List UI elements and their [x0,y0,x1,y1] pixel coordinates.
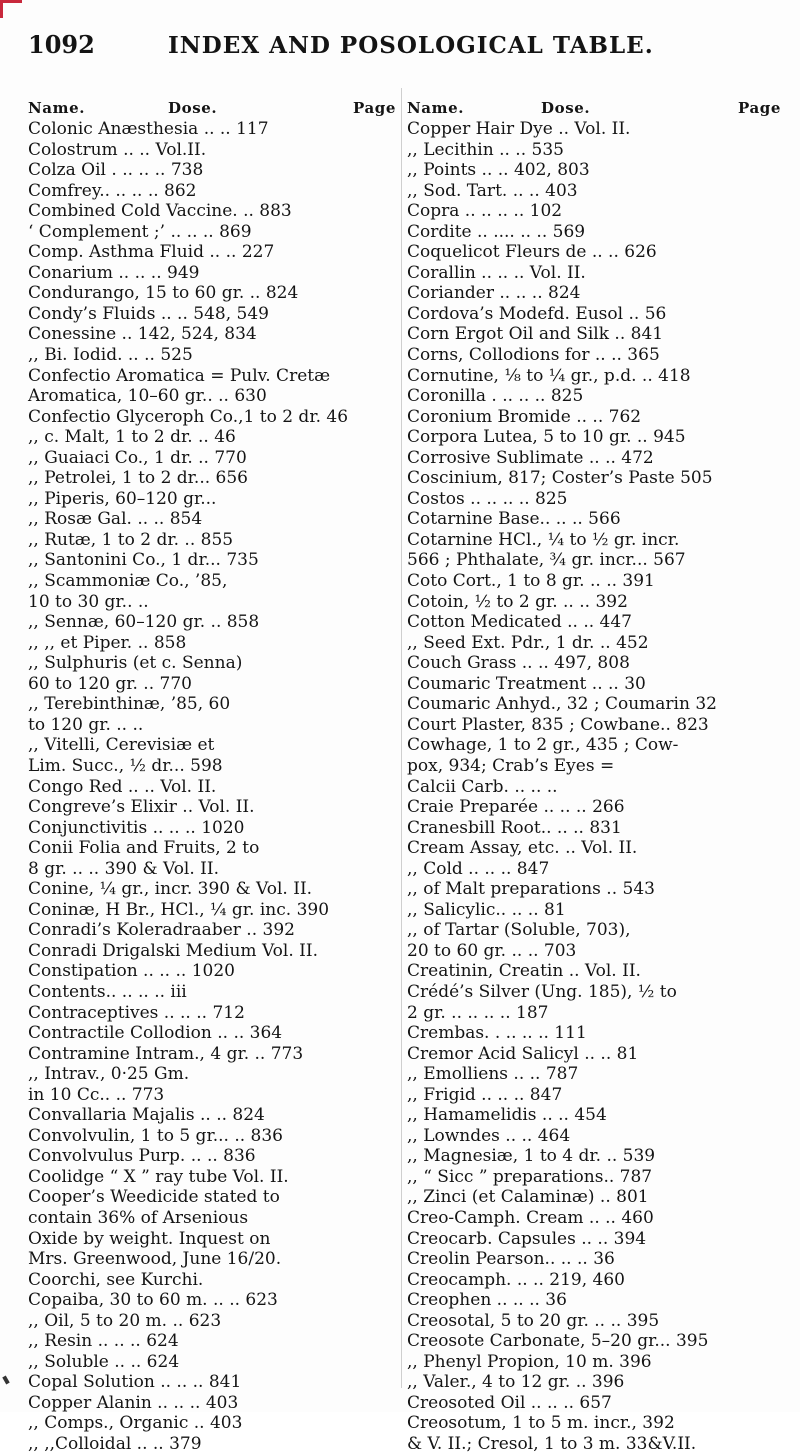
index-entry: Conarium .. .. .. 949 [28,262,200,283]
index-entry: 10 to 30 gr.. .. [28,591,149,612]
index-entry: Congreve’s Elixir .. Vol. II. [28,797,255,818]
index-entry: ,, Seed Ext. Pdr., 1 dr. .. 452 [407,632,649,653]
index-entry: Convallaria Majalis .. .. 824 [28,1105,265,1126]
index-entry: ,, Valer., 4 to 12 gr. .. 396 [407,1372,625,1393]
index-entry: Copal Solution .. .. .. 841 [28,1372,242,1393]
index-entry: ,, Zinci (et Calaminæ) .. 801 [407,1187,649,1208]
index-entry: 2 gr. .. .. .. .. 187 [407,1002,549,1023]
index-entry: Convolvulin, 1 to 5 gr... .. 836 [28,1125,283,1146]
index-entry: Cotarnine Base.. .. .. 566 [407,509,621,530]
running-head: INDEX AND POSOLOGICAL TABLE. [168,32,654,59]
index-entry: 8 gr. .. .. 390 & Vol. II. [28,858,220,879]
index-entry: Cream Assay, etc. .. Vol. II. [407,838,638,859]
index-entry: ,, Emolliens .. .. 787 [407,1064,579,1085]
index-entry: Creatinin, Creatin .. Vol. II. [407,961,641,982]
index-entry: Confectio Glyceroph Co.,1 to 2 dr. 46 [28,406,349,427]
index-entry: Creocamph. .. .. 219, 460 [407,1269,625,1290]
name-header: Name. [407,99,465,117]
index-entry: Combined Cold Vaccine. .. 883 [28,201,292,222]
index-entry: Colza Oil . .. .. .. 738 [28,160,204,181]
index-entry: Cremor Acid Salicyl .. .. 81 [407,1043,639,1064]
index-entry: Conessine .. 142, 524, 834 [28,324,257,345]
index-entry: Cotarnine HCl., ¼ to ½ gr. incr. [407,529,680,550]
index-entry: Coronium Bromide .. .. 762 [407,406,642,427]
index-entry: Aromatica, 10–60 gr.. .. 630 [28,386,267,407]
index-entry: Creosoted Oil .. .. .. 657 [407,1392,612,1413]
index-entry: ,, Soluble .. .. 624 [28,1351,180,1372]
index-entry: ,, Sod. Tart. .. .. 403 [407,180,578,201]
index-entry: Cordova’s Modefd. Eusol .. 56 [407,303,667,324]
index-entry: Creo-Camph. Cream .. .. 460 [407,1207,654,1228]
index-entry: Creolin Pearson.. .. .. 36 [407,1249,615,1270]
index-entry: ,, Scammoniæ Co., ’85, [28,571,228,592]
right-entries [407,119,781,1455]
index-entry: ,, ,,Colloidal .. .. 379 [28,1434,202,1454]
page-number: 1092 [28,30,95,59]
index-entry: ,, Piperis, 60–120 gr... [28,488,217,509]
index-entry: contain 36% of Arsenious [28,1207,249,1228]
index-entry: Copaiba, 30 to 60 m. .. .. 623 [28,1290,278,1311]
index-entry: Court Plaster, 835 ; Cowbane.. 823 [407,714,709,735]
page-header: Page [737,99,781,117]
index-entry: ,, Points .. .. 402, 803 [407,160,590,181]
index-entry: ,, Oil, 5 to 20 m. .. 623 [28,1310,222,1331]
index-entry: Coninæ, H Br., HCl., ¼ gr. inc. 390 [28,899,330,920]
index-entry: ,, Resin .. .. .. 624 [28,1331,179,1352]
index-entry: Constipation .. .. .. 1020 [28,961,235,982]
index-entry: 20 to 60 gr. .. .. 703 [407,940,577,961]
index-entry: Contents.. .. .. .. iii [28,981,187,1002]
index-entry: Coumaric Treatment .. .. 30 [407,673,646,694]
name-header: Name. [28,99,86,117]
index-entry: Confectio Aromatica = Pulv. Cretæ [28,365,331,386]
index-entry: Couch Grass .. .. 497, 808 [407,653,630,674]
index-entry: Calcii Carb. .. .. .. [407,776,558,797]
index-entry: Copper Alanin .. .. .. 403 [28,1392,239,1413]
index-entry: ,, Bi. Iodid. .. .. 525 [28,345,193,366]
index-entry: Mrs. Greenwood, June 16/20. [28,1249,282,1270]
index-entry: Conjunctivitis .. .. .. 1020 [28,817,245,838]
index-entry: Corrosive Sublimate .. .. 472 [407,447,654,468]
index-entry: Conradi’s Koleradraaber .. 392 [28,920,295,941]
left-column-header [28,98,396,119]
index-entry: Comfrey.. .. .. .. 862 [28,180,197,201]
left-column [28,98,396,1455]
index-entry: Comp. Asthma Fluid .. .. 227 [28,242,275,263]
index-entry: Coronilla . .. .. .. 825 [407,386,584,407]
index-entry: to 120 gr. .. .. [28,714,144,735]
index-entry: Conine, ¼ gr., incr. 390 & Vol. II. [28,879,313,900]
index-entry: ,, Sennæ, 60–120 gr. .. 858 [28,612,260,633]
index-entry: Colostrum .. .. Vol.II. [28,139,207,160]
index-entry: Craie Preparée .. .. .. 266 [407,797,625,818]
index-entry: Creocarb. Capsules .. .. 394 [407,1228,647,1249]
index-entry: Corpora Lutea, 5 to 10 gr. .. 945 [407,427,686,448]
index-entry: ,, Lowndes .. .. 464 [407,1125,571,1146]
index-entry: Cowhage, 1 to 2 gr., 435 ; Cow- [407,735,679,756]
index-entry: Coumaric Anhyd., 32 ; Coumarin 32 [407,694,717,715]
margin-mark [2,1376,9,1385]
column-divider [401,88,402,1388]
index-entry: ,, Rutæ, 1 to 2 dr. .. 855 [28,529,234,550]
index-entry: Condurango, 15 to 60 gr. .. 824 [28,283,299,304]
index-entry: Creosote Carbonate, 5–20 gr... 395 [407,1331,709,1352]
index-entry: Cotoin, ½ to 2 gr. .. .. 392 [407,591,628,612]
index-entry: Crédé’s Silver (Ung. 185), ½ to [407,981,677,1002]
index-entry: Costos .. .. .. .. 825 [407,488,568,509]
index-entry: ,, Frigid .. .. .. 847 [407,1084,563,1105]
index-entry: Conradi Drigalski Medium Vol. II. [28,940,318,961]
index-entry: Coto Cort., 1 to 8 gr. .. .. 391 [407,571,655,592]
index-entry: Coscinium, 817; Coster’s Paste 505 [407,468,713,489]
index-entry: ,, Santonini Co., 1 dr... 735 [28,550,259,571]
index-entry: Coquelicot Fleurs de .. .. 626 [407,242,657,263]
index-entry: ,, of Tartar (Soluble, 703), [407,920,631,941]
index-entry: ,, ,, et Piper. .. 858 [28,632,187,653]
index-entry: Contractile Collodion .. .. 364 [28,1023,283,1044]
right-column-header [407,98,781,119]
index-entry: Copra .. .. .. .. 102 [407,201,563,222]
index-entry: Coolidge “ X ” ray tube Vol. II. [28,1166,289,1187]
index-entry: & V. II.; Cresol, 1 to 3 m. 33&V.II. [407,1434,697,1454]
index-entry: pox, 934; Crab’s Eyes = [407,755,615,776]
index-entry: Contraceptives .. .. .. 712 [28,1002,245,1023]
index-entry: ‘ Complement ;’ .. .. .. 869 [28,221,252,242]
index-entry: 566 ; Phthalate, ¾ gr. incr... 567 [407,550,686,571]
index-entry: Corallin .. .. .. Vol. II. [407,262,586,283]
index-entry: ,, Salicylic.. .. .. 81 [407,899,566,920]
index-entry: Coriander .. .. .. 824 [407,283,581,304]
index-entry: ,, Hamamelidis .. .. 454 [407,1105,607,1126]
index-entry: Conii Folia and Fruits, 2 to [28,838,260,859]
index-entry: Cornutine, ⅛ to ¼ gr., p.d. .. 418 [407,365,691,386]
index-entry: Contramine Intram., 4 gr. .. 773 [28,1043,304,1064]
dose-header: Dose. [168,99,218,117]
index-entry: Crembas. . .. .. .. 111 [407,1023,587,1044]
index-entry: ,, Intrav., 0·25 Gm. [28,1064,190,1085]
index-entry: ,, Sulphuris (et c. Senna) [28,653,243,674]
index-entry: ,, Lecithin .. .. 535 [407,139,564,160]
index-entry: Cooper’s Weedicide stated to [28,1187,280,1208]
index-entry: ,, of Malt preparations .. 543 [407,879,655,900]
index-entry: Colonic Anæsthesia .. .. 117 [28,119,269,139]
index-entry: Congo Red .. .. Vol. II. [28,776,217,797]
index-entry: ,, Magnesiæ, 1 to 4 dr. .. 539 [407,1146,656,1167]
index-entry: 60 to 120 gr. .. 770 [28,673,192,694]
index-entry: Creosotal, 5 to 20 gr. .. .. 395 [407,1310,660,1331]
corner-mark [0,0,22,18]
left-entries [28,119,396,1455]
index-entry: Cotton Medicated .. .. 447 [407,612,632,633]
index-entry: Oxide by weight. Inquest on [28,1228,271,1249]
index-entry: ,, Cold .. .. .. 847 [407,858,550,879]
index-entry: Corn Ergot Oil and Silk .. 841 [407,324,664,345]
index-entry: Coorchi, see Kurchi. [28,1269,204,1290]
index-entry: ,, Rosæ Gal. .. .. 854 [28,509,203,530]
right-column [407,98,781,1455]
dose-header: Dose. [541,99,591,117]
index-entry: ,, Comps., Organic .. 403 [28,1413,243,1434]
index-entry: Corns, Collodions for .. .. 365 [407,345,660,366]
index-entry: ,, Guaiaci Co., 1 dr. .. 770 [28,447,247,468]
index-entry: ,, Terebinthinæ, ’85, 60 [28,694,231,715]
index-entry: ,, c. Malt, 1 to 2 dr. .. 46 [28,427,236,448]
index-entry: Condy’s Fluids .. .. 548, 549 [28,303,269,324]
index-entry: ,, “ Sicc ” preparations.. 787 [407,1166,653,1187]
index-entry: ,, Phenyl Propion, 10 m. 396 [407,1351,652,1372]
page-header: Page [352,99,396,117]
index-entry: Lim. Succ., ½ dr... 598 [28,755,223,776]
index-entry: ,, Vitelli, Cerevisiæ et [28,735,215,756]
index-entry: Creosotum, 1 to 5 m. incr., 392 [407,1413,675,1434]
index-entry: ,, Petrolei, 1 to 2 dr... 656 [28,468,248,489]
index-entry: Cordite .. .... .. .. 569 [407,221,586,242]
index-entry: Creophen .. .. .. 36 [407,1290,567,1311]
index-entry: Cranesbill Root.. .. .. 831 [407,817,622,838]
index-entry: in 10 Cc.. .. 773 [28,1084,165,1105]
index-entry: Copper Hair Dye .. Vol. II. [407,119,631,139]
index-entry: Convolvulus Purp. .. .. 836 [28,1146,256,1167]
